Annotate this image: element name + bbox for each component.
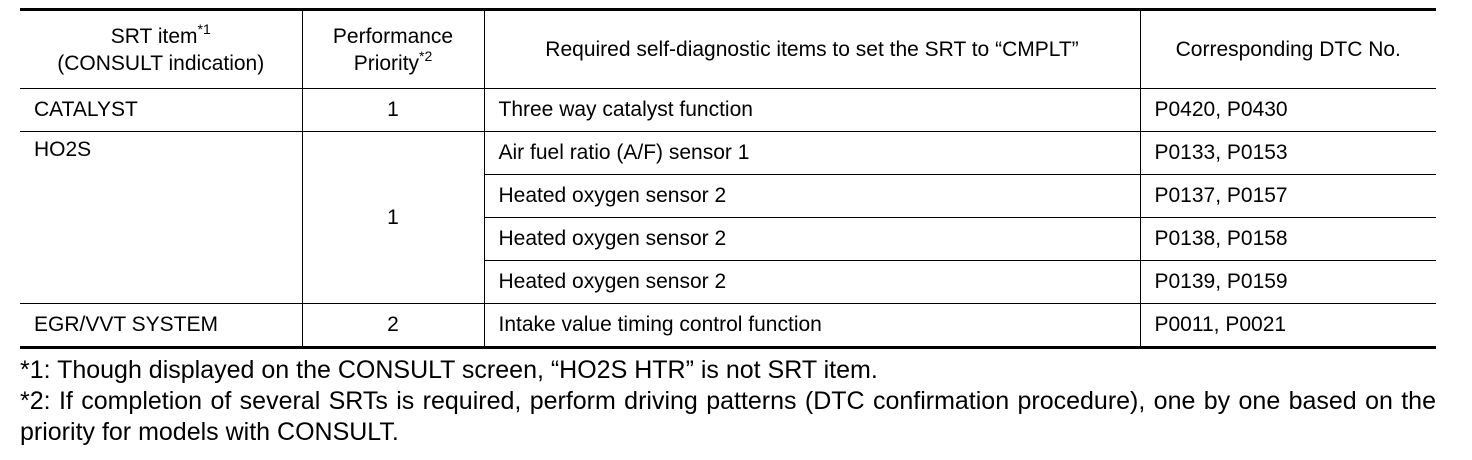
cell-required-item: Heated oxygen sensor 2 — [484, 175, 1140, 218]
cell-dtc: P0011, P0021 — [1140, 304, 1436, 348]
cell-priority: 2 — [302, 304, 484, 348]
header-dtc: Corresponding DTC No. — [1140, 10, 1436, 89]
header-priority-label-2: Priority — [353, 51, 420, 75]
cell-dtc: P0137, P0157 — [1140, 175, 1436, 218]
cell-required-item: Heated oxygen sensor 2 — [484, 218, 1140, 261]
cell-srt-item: CATALYST — [20, 89, 302, 132]
cell-priority: 1 — [302, 132, 484, 304]
cell-srt-item: EGR/VVT SYSTEM — [20, 304, 302, 348]
footnote-2: *2: If completion of several SRTs is required, perform driving patterns (DTC confirmation procedure), one by one based on the priority for models with CONSULT. — [20, 387, 1436, 446]
table-row — [20, 132, 1436, 175]
table-body — [20, 89, 1436, 348]
header-srt-item-sub: (CONSULT indication) — [57, 51, 265, 75]
footnotes — [20, 355, 1436, 448]
header-priority-label: Performance — [332, 24, 454, 48]
footnote-1: *1: Though displayed on the CONSULT screen, “HO2S HTR” is not SRT item. — [20, 356, 878, 384]
cell-required-item: Intake value timing control function — [484, 304, 1140, 348]
footnote-mark-2: *2 — [419, 47, 433, 64]
footnote-mark-1: *1 — [197, 20, 211, 37]
cell-priority: 1 — [302, 89, 484, 132]
cell-required-item: Three way catalyst function — [484, 89, 1140, 132]
cell-dtc: P0133, P0153 — [1140, 132, 1436, 175]
cell-srt-item: HO2S — [20, 132, 302, 304]
table-header-row — [20, 10, 1436, 89]
header-required-items: Required self-diagnostic items to set the SRT to “CMPLT” — [484, 10, 1140, 89]
header-srt-item-label: SRT item — [110, 24, 198, 48]
srt-document — [20, 8, 1436, 448]
cell-dtc: P0138, P0158 — [1140, 218, 1436, 261]
cell-dtc: P0420, P0430 — [1140, 89, 1436, 132]
cell-required-item: Air fuel ratio (A/F) sensor 1 — [484, 132, 1140, 175]
srt-table — [20, 8, 1436, 349]
header-srt-item — [20, 10, 302, 89]
table-row — [20, 304, 1436, 348]
cell-required-item: Heated oxygen sensor 2 — [484, 261, 1140, 304]
table-row — [20, 89, 1436, 132]
header-priority — [302, 10, 484, 89]
cell-dtc: P0139, P0159 — [1140, 261, 1436, 304]
